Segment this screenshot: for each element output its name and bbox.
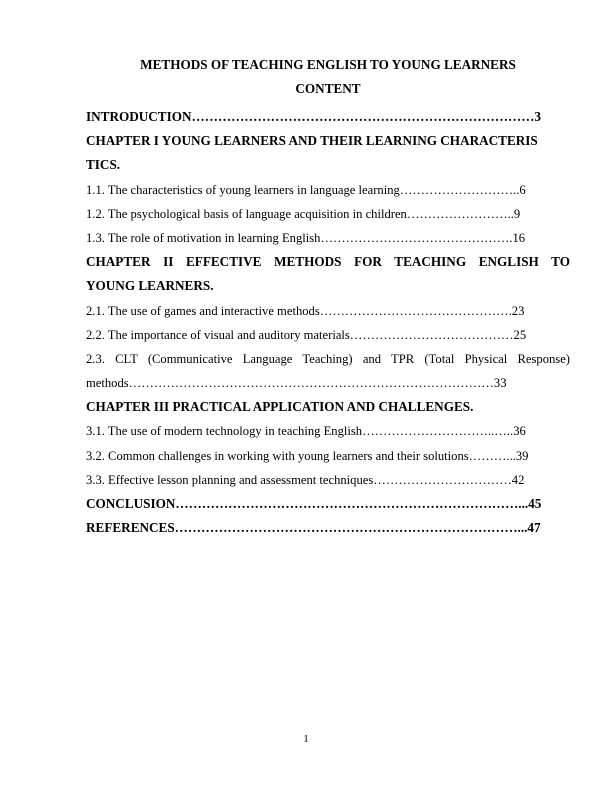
toc-entry-3-3: 3.3. Effective lesson planning and assessment techniques……………………………42 (86, 472, 525, 487)
toc-entry-conclusion: CONCLUSION……………………………………………………………………...45 (86, 496, 542, 511)
toc-entry-1-3: 1.3. The role of motivation in learning English……………………………………….16 (86, 230, 526, 245)
toc-entry-chapter-1-line-1: CHAPTER I YOUNG LEARNERS AND THEIR LEARNING CHARACTERIS (86, 133, 538, 149)
toc-entry-2-2: 2.2. The importance of visual and auditory materials…………………………………25 (86, 327, 527, 342)
toc-entry-1-1: 1.1. The characteristics of young learners in language learning………………………..6 (86, 182, 526, 197)
toc-entry-references: REFERENCES……………………………………………………………………...47 (86, 520, 541, 536)
toc-entry-chapter-1-line-2: TICS. (86, 157, 121, 173)
toc-entry-chapter-2-line-2: YOUNG LEARNERS. (86, 278, 214, 294)
contents-heading: CONTENT (295, 81, 361, 96)
toc-entry-2-3-line-2: methods……………………………………………………………………………33 (86, 376, 507, 391)
page-number: 1 (303, 733, 309, 745)
document-title: METHODS OF TEACHING ENGLISH TO YOUNG LEARNERS (140, 57, 516, 72)
toc-entry-chapter-3: CHAPTER III PRACTICAL APPLICATION AND CHALLENGES. (86, 399, 474, 415)
table-of-contents (86, 105, 570, 540)
toc-entry-3-2: 3.2. Common challenges in working with young learners and their solutions………...39 (86, 448, 529, 463)
toc-entry-2-1: 2.1. The use of games and interactive methods……………………………………….23 (86, 303, 525, 318)
toc-entry-2-3-line-1: 2.3. CLT (Communicative Language Teaching) and TPR (Total Physical Response) (86, 351, 570, 366)
toc-entry-3-1: 3.1. The use of modern technology in teaching English…………………………..…..36 (86, 424, 526, 439)
toc-entry-introduction: INTRODUCTION……………………………………………………………………3 (86, 109, 541, 124)
toc-entry-chapter-2-line-1: CHAPTER II EFFECTIVE METHODS FOR TEACHING ENGLISH TO (86, 254, 570, 270)
toc-entry-1-2: 1.2. The psychological basis of language acquisition in children……………………..9 (86, 206, 521, 221)
